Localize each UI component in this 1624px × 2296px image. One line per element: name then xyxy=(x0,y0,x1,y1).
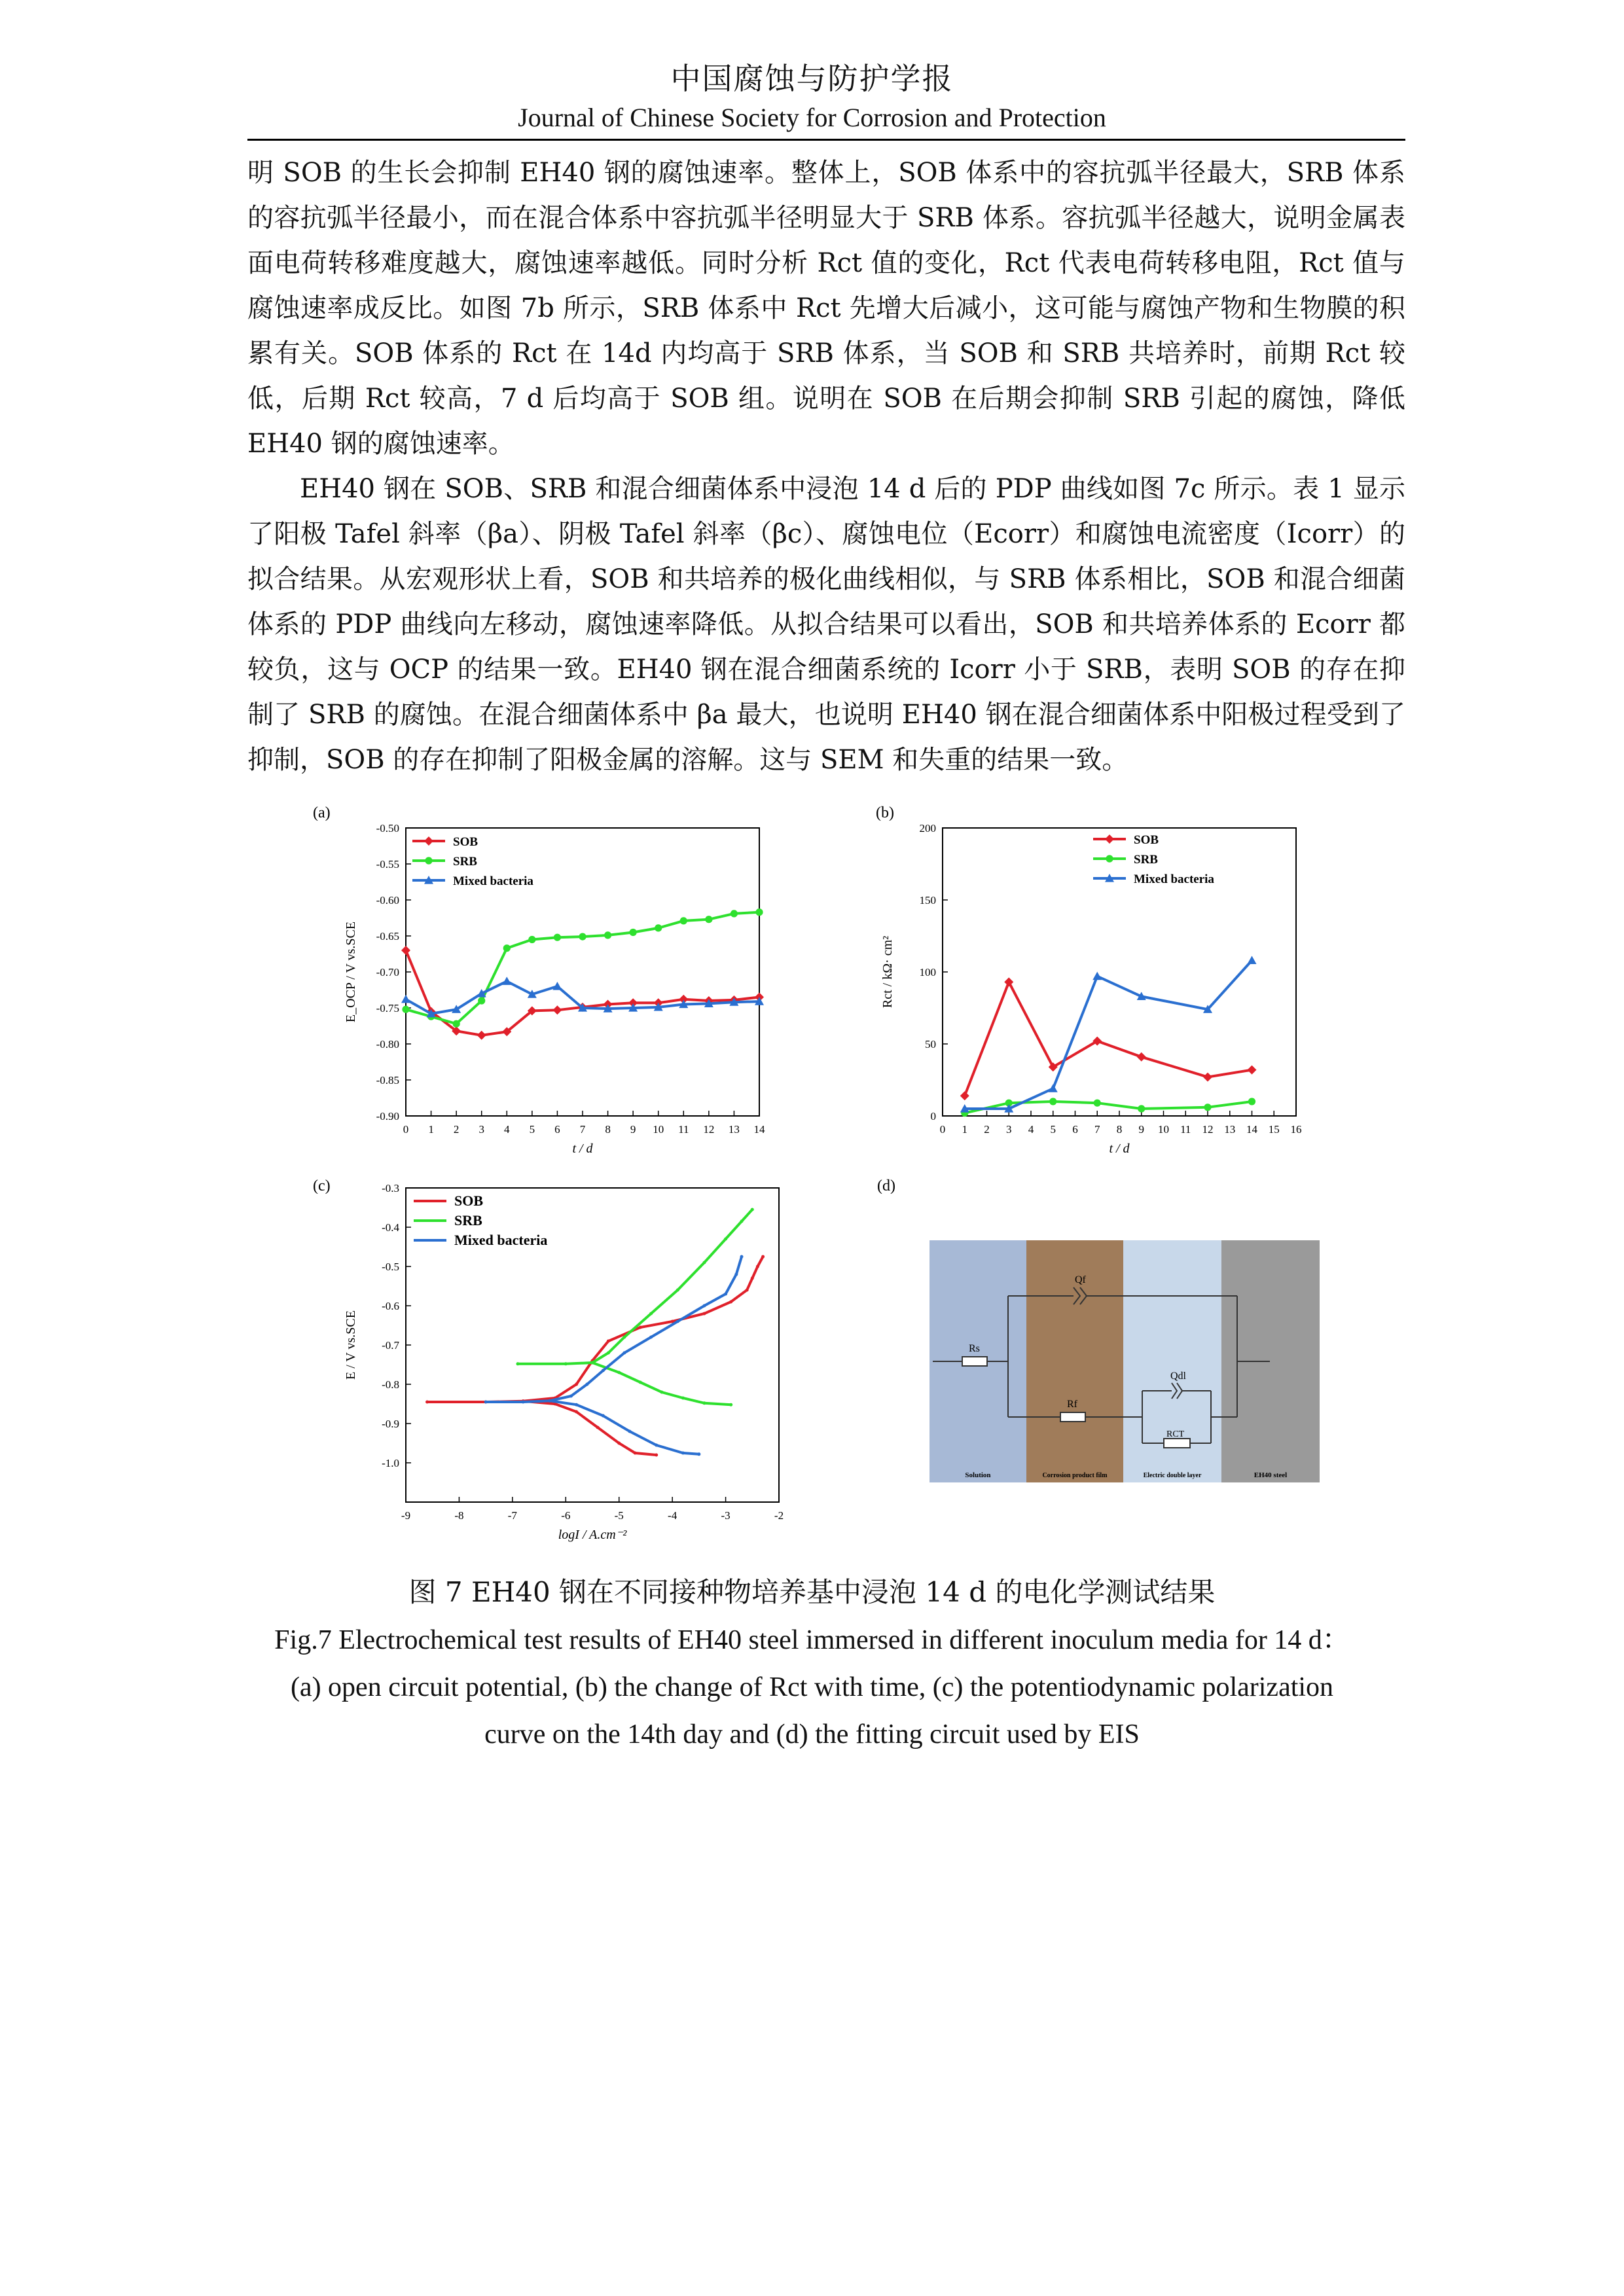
data-point xyxy=(575,1403,578,1407)
data-point xyxy=(1092,972,1102,980)
y-axis-label: Rct / kΩ· cm² xyxy=(880,935,895,1009)
data-point xyxy=(756,1265,759,1268)
data-point xyxy=(484,1401,488,1404)
x-tick-label: 15 xyxy=(1268,1123,1280,1136)
y-tick-label: -0.4 xyxy=(382,1221,399,1234)
legend-label: SOB xyxy=(1134,833,1159,847)
label-rf: Rf xyxy=(1067,1399,1077,1410)
y-tick-label: -0.8 xyxy=(382,1378,399,1391)
journal-header xyxy=(0,55,1624,133)
data-point xyxy=(1049,1098,1056,1105)
x-axis-label: t / d xyxy=(1109,1141,1130,1156)
x-tick-label: 4 xyxy=(1028,1123,1034,1136)
panel-label-d: (d) xyxy=(877,1177,895,1194)
data-point xyxy=(425,1401,429,1404)
data-point xyxy=(575,1410,578,1414)
x-tick-label: 6 xyxy=(554,1123,560,1136)
data-point xyxy=(628,1430,632,1433)
layer-label-double: Electric double layer xyxy=(1143,1472,1202,1479)
y-tick-label: -0.75 xyxy=(376,1002,399,1014)
data-point xyxy=(1248,1066,1257,1075)
x-tick-label: -5 xyxy=(614,1509,624,1522)
data-point xyxy=(740,1255,744,1259)
y-tick-label: -0.55 xyxy=(376,858,399,870)
data-point xyxy=(639,1381,642,1384)
x-tick-label: 3 xyxy=(1006,1123,1012,1136)
x-tick-label: 3 xyxy=(478,1123,484,1136)
data-point xyxy=(1138,1105,1145,1112)
data-point xyxy=(703,1304,706,1308)
pdp-chart xyxy=(308,1175,805,1561)
layer-label-solution: Solution xyxy=(965,1471,991,1479)
data-point xyxy=(649,1336,653,1339)
data-point xyxy=(1248,1098,1255,1105)
data-point xyxy=(630,929,637,936)
series-line-srb xyxy=(518,1210,752,1364)
caption-en-line-1: Fig.7 Electrochemical test results of EH40 steel immersed in different inoculum media for 14 d： xyxy=(274,1625,1350,1655)
data-point xyxy=(401,995,410,1003)
y-tick-label: -0.5 xyxy=(382,1261,399,1273)
data-point xyxy=(751,1208,754,1211)
data-point xyxy=(731,910,738,917)
x-tick-label: -8 xyxy=(454,1509,464,1522)
data-point xyxy=(453,1020,460,1028)
series-line-srb-cathodic xyxy=(592,1363,731,1405)
x-tick-label: 9 xyxy=(1138,1123,1144,1136)
label-rs: Rs xyxy=(969,1343,980,1354)
x-tick-label: -4 xyxy=(668,1509,677,1522)
panel-label: (a) xyxy=(313,804,331,821)
data-point xyxy=(623,1336,626,1339)
data-point xyxy=(729,1300,732,1304)
data-point xyxy=(516,1362,520,1365)
y-tick-label: -0.80 xyxy=(376,1038,399,1050)
x-tick-label: 14 xyxy=(1246,1123,1257,1136)
panel-label: (c) xyxy=(313,1177,331,1194)
x-tick-label: -6 xyxy=(561,1509,571,1522)
data-point xyxy=(655,924,662,931)
data-point xyxy=(703,1401,706,1405)
data-point xyxy=(734,1273,738,1276)
x-axis-label: t / d xyxy=(572,1141,593,1156)
data-point xyxy=(681,1452,685,1455)
data-point xyxy=(503,944,511,952)
legend-label: Mixed bacteria xyxy=(454,1232,548,1248)
data-point xyxy=(1248,956,1257,964)
data-point xyxy=(602,1414,605,1418)
data-point xyxy=(649,1312,653,1316)
y-axis-label: E_OCP / V vs.SCE xyxy=(344,921,358,1023)
data-point xyxy=(660,1391,663,1394)
x-tick-label: 14 xyxy=(753,1123,765,1136)
figure-panel-c xyxy=(308,1175,805,1561)
legend-label: SRB xyxy=(453,855,477,869)
data-point xyxy=(554,934,561,941)
data-point xyxy=(655,1454,658,1457)
y-tick-label: 150 xyxy=(919,894,936,906)
series-line-sob xyxy=(427,1257,763,1402)
data-point xyxy=(528,936,535,943)
caption-en-line-3: curve on the 14th day and (d) the fitting circuit used by EIS xyxy=(484,1719,1140,1749)
data-point xyxy=(623,1352,626,1355)
y-tick-label: 0 xyxy=(930,1110,936,1122)
x-tick-label: 1 xyxy=(962,1123,967,1136)
x-tick-label: 7 xyxy=(579,1123,586,1136)
data-point xyxy=(634,1452,637,1455)
x-tick-label: 13 xyxy=(728,1123,740,1136)
data-point xyxy=(1094,1100,1101,1107)
x-tick-label: 12 xyxy=(703,1123,715,1136)
x-tick-label: 9 xyxy=(630,1123,636,1136)
data-point xyxy=(585,1383,588,1386)
data-point xyxy=(729,1403,732,1407)
data-point xyxy=(755,908,763,916)
data-point xyxy=(697,1452,700,1456)
legend-label: SRB xyxy=(1134,853,1158,867)
y-axis-label: E / V vs.SCE xyxy=(344,1310,358,1380)
data-point xyxy=(607,1352,610,1355)
legend-marker xyxy=(425,857,432,864)
data-point xyxy=(607,1340,610,1343)
figure-panel-a xyxy=(308,802,805,1181)
ocp-chart xyxy=(308,802,805,1181)
y-tick-label: 100 xyxy=(919,966,936,978)
data-point xyxy=(761,1255,765,1259)
figure-caption-en xyxy=(0,1617,1624,1758)
data-point xyxy=(740,1220,744,1223)
figure-caption-zh: 图 7 EH40 钢在不同接种物培养基中浸泡 14 d 的电化学测试结果 xyxy=(408,1576,1216,1608)
x-tick-label: 6 xyxy=(1072,1123,1078,1136)
layer-label-film: Corrosion product film xyxy=(1042,1472,1108,1479)
label-qf: Qf xyxy=(1075,1274,1086,1285)
layer-label-steel: EH40 steel xyxy=(1254,1471,1288,1479)
data-point xyxy=(703,1312,706,1316)
series-line-mixed-bacteria xyxy=(486,1257,742,1402)
x-tick-label: 16 xyxy=(1290,1123,1302,1136)
x-tick-label: -7 xyxy=(507,1509,517,1522)
label-rct: RCT xyxy=(1166,1429,1185,1439)
y-tick-label: -0.6 xyxy=(382,1300,399,1312)
data-point xyxy=(602,1369,605,1372)
x-tick-label: 1 xyxy=(428,1123,434,1136)
data-point xyxy=(676,1289,679,1292)
body-text xyxy=(247,151,1405,783)
y-tick-label: -0.70 xyxy=(376,966,399,978)
legend-label: SOB xyxy=(454,1193,484,1209)
data-point xyxy=(703,1261,706,1265)
y-tick-label: -1.0 xyxy=(382,1457,399,1469)
y-tick-label: -0.7 xyxy=(382,1339,399,1352)
x-axis-label: logI / A.cm⁻² xyxy=(558,1528,627,1542)
data-point xyxy=(1049,1084,1058,1092)
data-point xyxy=(548,1399,551,1403)
data-point xyxy=(401,946,410,955)
x-tick-label: 11 xyxy=(1180,1123,1191,1136)
data-point xyxy=(1203,1073,1212,1082)
x-tick-label: 0 xyxy=(403,1123,409,1136)
data-point xyxy=(591,1361,594,1365)
panel-label: (b) xyxy=(876,804,894,821)
data-point xyxy=(522,1401,525,1404)
y-tick-label: -0.60 xyxy=(376,894,399,906)
data-point xyxy=(705,916,712,923)
x-tick-label: 10 xyxy=(653,1123,664,1136)
data-point xyxy=(655,1444,658,1447)
data-point xyxy=(552,982,562,990)
figure-panel-d xyxy=(871,1175,1342,1502)
x-tick-label: -2 xyxy=(774,1509,784,1522)
data-point xyxy=(1004,977,1013,986)
data-point xyxy=(579,933,586,941)
data-point xyxy=(477,1031,486,1040)
legend-label: SRB xyxy=(454,1212,482,1229)
x-tick-label: -9 xyxy=(401,1509,411,1522)
data-point xyxy=(596,1426,600,1429)
y-tick-label: 50 xyxy=(925,1038,936,1050)
data-point xyxy=(478,997,485,1004)
y-tick-label: -0.90 xyxy=(376,1110,399,1122)
x-tick-label: 2 xyxy=(453,1123,460,1136)
legend-marker xyxy=(1106,855,1113,862)
y-tick-label: 200 xyxy=(919,822,936,834)
x-tick-label: 0 xyxy=(939,1123,946,1136)
paragraph-2: EH40 钢在 SOB、SRB 和混合细菌体系中浸泡 14 d 后的 PDP 曲线如图 7c 所示。表 1 显示了阳极 Tafel 斜率（βa）、阴极 Tafel 斜率（βc）、腐蚀电位（Ecorr）和腐蚀电流密度（Icorr）的拟合结果。从宏观形状上看，SOB 和共培养的极化曲线相似，与 SRB 体系相比，SOB 和混合细菌体系的 PDP 曲线向左移动，腐蚀速率降低。从拟合结果可以看出，SOB 和共培养体系的 Ecorr 都较负，这与 OCP 的结果一致。EH40 钢在混合细菌系统的 Icorr 小于 SRB，表明 SOB 的存在抑制了 SRB 的腐蚀。在混合细菌体系中 βa 最大，也说明 EH40 钢在混合细菌体系中阳极过程受到了抑制，SOB 的存在抑制了阳极金属的溶解。这与 SEM 和失重的结果一致。 xyxy=(247,474,1405,775)
x-tick-label: 2 xyxy=(984,1123,990,1136)
x-tick-label: 8 xyxy=(1116,1123,1123,1136)
x-tick-label: -3 xyxy=(721,1509,731,1522)
y-tick-label: -0.50 xyxy=(376,822,399,834)
x-tick-label: 12 xyxy=(1202,1123,1214,1136)
header-rule xyxy=(247,139,1405,141)
rct-chart xyxy=(871,802,1342,1181)
data-point xyxy=(724,1238,727,1241)
data-point xyxy=(617,1371,621,1374)
data-point xyxy=(617,1442,621,1445)
data-point xyxy=(569,1395,573,1398)
data-point xyxy=(680,917,687,924)
x-tick-label: 8 xyxy=(605,1123,611,1136)
x-tick-label: 5 xyxy=(529,1123,535,1136)
data-point xyxy=(746,1289,749,1292)
equivalent-circuit xyxy=(871,1175,1342,1502)
paragraph-1: 明 SOB 的生长会抑制 EH40 钢的腐蚀速率。整体上，SOB 体系中的容抗弧半径最大，SRB 体系的容抗弧半径最小，而在混合体系中容抗弧半径明显大于 SRB 体系。容抗弧半径越大，说明金属表面电荷转移难度越大，腐蚀速率越低。同时分析 Rct 值的变化，Rct 代表电荷转移电阻，Rct 值与腐蚀速率成反比。如图 7b 所示，SRB 体系中 Rct 先增大后减小，这可能与腐蚀产物和生物膜的积累有关。SOB 体系的 Rct 在 14d 内均高于 SRB 体系，当 SOB 和 SRB 共培养时，前期 Rct 较低，后期 Rct 较高，7 d 后均高于 SOB 组。说明在 SOB 在后期会抑制 SRB 引起的腐蚀，降低 EH40 钢的腐蚀速率。 xyxy=(247,158,1405,459)
y-tick-label: -0.9 xyxy=(382,1418,399,1430)
legend-marker xyxy=(424,836,433,846)
journal-title-zh: 中国腐蚀与防护学报 xyxy=(670,61,954,96)
journal-title-en: Journal of Chinese Society for Corrosion and Protection xyxy=(518,103,1106,132)
data-point xyxy=(676,1320,679,1323)
layer-steel xyxy=(1221,1240,1320,1482)
y-tick-label: -0.65 xyxy=(376,930,399,942)
data-point xyxy=(564,1362,568,1365)
x-tick-label: 7 xyxy=(1094,1123,1100,1136)
legend-label: SOB xyxy=(453,835,478,849)
plot-frame xyxy=(406,828,759,1116)
x-tick-label: 11 xyxy=(678,1123,689,1136)
data-point xyxy=(681,1397,685,1400)
label-qdl: Qdl xyxy=(1170,1371,1186,1382)
x-tick-label: 13 xyxy=(1224,1123,1236,1136)
legend-marker xyxy=(1105,834,1114,844)
data-point xyxy=(1137,1052,1146,1062)
data-point xyxy=(751,1277,754,1280)
data-point xyxy=(960,1091,969,1100)
data-point xyxy=(604,931,611,939)
data-point xyxy=(575,1383,578,1386)
data-point xyxy=(502,977,511,985)
x-tick-label: 5 xyxy=(1050,1123,1056,1136)
legend-label: Mixed bacteria xyxy=(453,874,533,888)
data-point xyxy=(639,1326,642,1329)
figure-panel-b xyxy=(871,802,1342,1181)
data-point xyxy=(402,1006,409,1013)
data-point xyxy=(1204,1103,1211,1111)
data-point xyxy=(552,1005,562,1014)
x-tick-label: 4 xyxy=(504,1123,510,1136)
y-tick-label: -0.85 xyxy=(376,1074,399,1086)
y-tick-label: -0.3 xyxy=(382,1182,399,1194)
caption-en-line-2: (a) open circuit potential, (b) the change of Rct with time, (c) the potentiodynamic polarization xyxy=(290,1672,1334,1702)
legend-label: Mixed bacteria xyxy=(1134,872,1214,886)
data-point xyxy=(724,1293,727,1296)
x-tick-label: 10 xyxy=(1158,1123,1169,1136)
